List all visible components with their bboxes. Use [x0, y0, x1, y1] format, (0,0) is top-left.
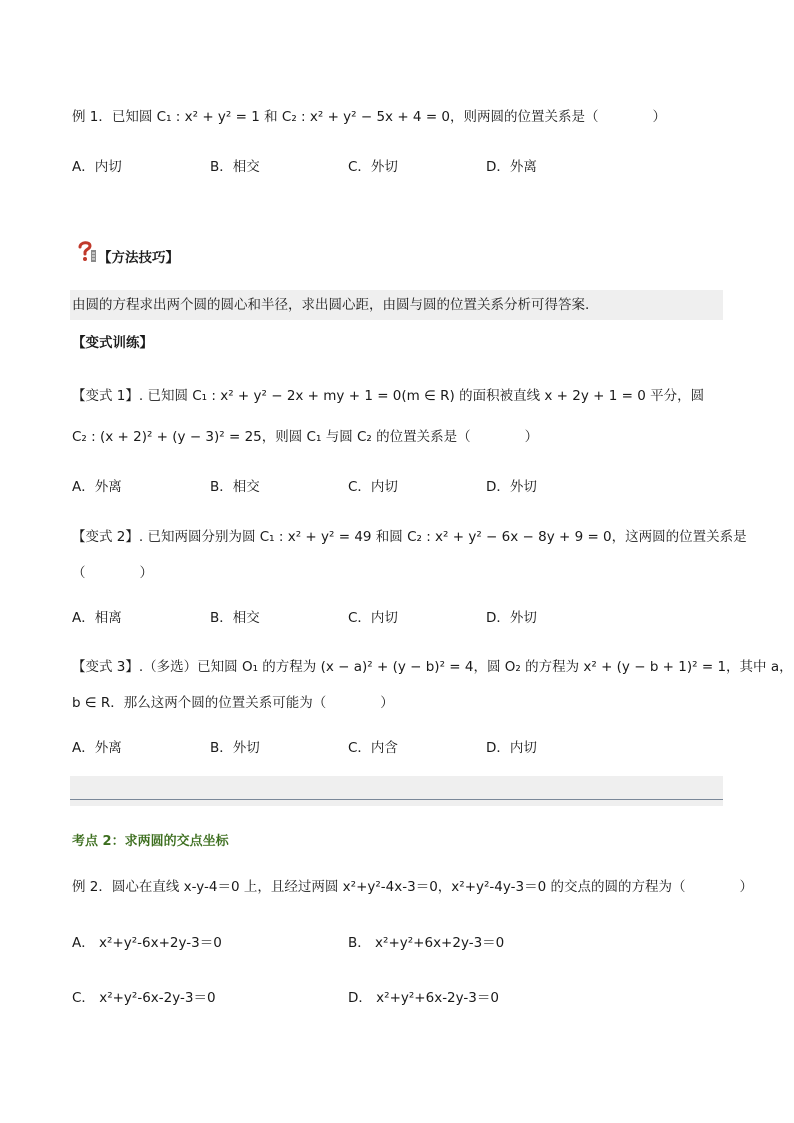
- method-tips-icon: [76, 240, 98, 264]
- variant-2-option-a: A．相离: [72, 610, 122, 626]
- variant-1-option-d: D．外切: [486, 479, 537, 495]
- variant-3-option-d: D．内切: [486, 740, 537, 756]
- example-2-question: 例 2．圆心在直线 x-y-4＝0 上，且经过两圆 x²+y²-4x-3＝0，x²+y²-4y-3＝0 的交点的圆的方程为（ ）: [72, 879, 753, 895]
- example-1-option-a: A．内切: [72, 159, 122, 175]
- practice-heading: 【变式训练】: [72, 335, 153, 351]
- variant-2-option-c: C．内切: [348, 610, 398, 626]
- key-point-2-title: 考点 2：求两圆的交点坐标: [72, 834, 229, 849]
- method-tips-heading: 【方法技巧】: [98, 250, 179, 266]
- variant-2-line-2: （ ）: [72, 565, 153, 581]
- variant-1-option-c: C．内切: [348, 479, 398, 495]
- variant-1-line-2: C₂ : (x + 2)² + (y − 3)² = 25，则圆 C₁ 与圆 C₂ 的位置关系是（ ）: [72, 429, 539, 445]
- variant-1-line-1: 【变式 1】. 已知圆 C₁ : x² + y² − 2x + my + 1 = 0(m ∈ R) 的面积被直线 x + 2y + 1 = 0 平分，圆: [72, 388, 705, 404]
- variant-3-line-2: b ∈ R．那么这两个圆的位置关系可能为（ ）: [72, 695, 394, 711]
- variant-3-option-b: B．外切: [210, 740, 260, 756]
- variant-3-option-c: C．内含: [348, 740, 398, 756]
- method-tips-body: 由圆的方程求出两个圆的圆心和半径，求出圆心距，由圆与圆的位置关系分析可得答案.: [72, 297, 590, 313]
- section-divider-line: [70, 799, 723, 800]
- variant-3-option-a: A．外离: [72, 740, 122, 756]
- variant-1-option-b: B．相交: [210, 479, 260, 495]
- example-2-option-c: C． x²+y²-6x-2y-3＝0: [72, 990, 216, 1006]
- example-1-option-d: D．外离: [486, 159, 537, 175]
- example-2-option-d: D． x²+y²+6x-2y-3＝0: [348, 990, 499, 1006]
- example-2-option-a: A． x²+y²-6x+2y-3＝0: [72, 935, 222, 951]
- variant-2-option-d: D．外切: [486, 610, 537, 626]
- example-1-option-b: B．相交: [210, 159, 260, 175]
- section-divider-band: [70, 776, 723, 806]
- example-1-question: 例 1．已知圆 C₁ : x² + y² = 1 和 C₂ : x² + y² − 5x + 4 = 0，则两圆的位置关系是（ ）: [72, 109, 667, 125]
- example-1-option-c: C．外切: [348, 159, 398, 175]
- example-2-option-b: B． x²+y²+6x+2y-3＝0: [348, 935, 505, 951]
- variant-1-option-a: A．外离: [72, 479, 122, 495]
- variant-3-line-1: 【变式 3】.（多选）已知圆 O₁ 的方程为 (x − a)² + (y − b)² = 4，圆 O₂ 的方程为 x² + (y − b + 1)² = 1，其中 a，: [72, 659, 793, 675]
- variant-2-line-1: 【变式 2】. 已知两圆分别为圆 C₁ : x² + y² = 49 和圆 C₂ : x² + y² − 6x − 8y + 9 = 0，这两圆的位置关系是: [72, 529, 747, 545]
- variant-2-option-b: B．相交: [210, 610, 260, 626]
